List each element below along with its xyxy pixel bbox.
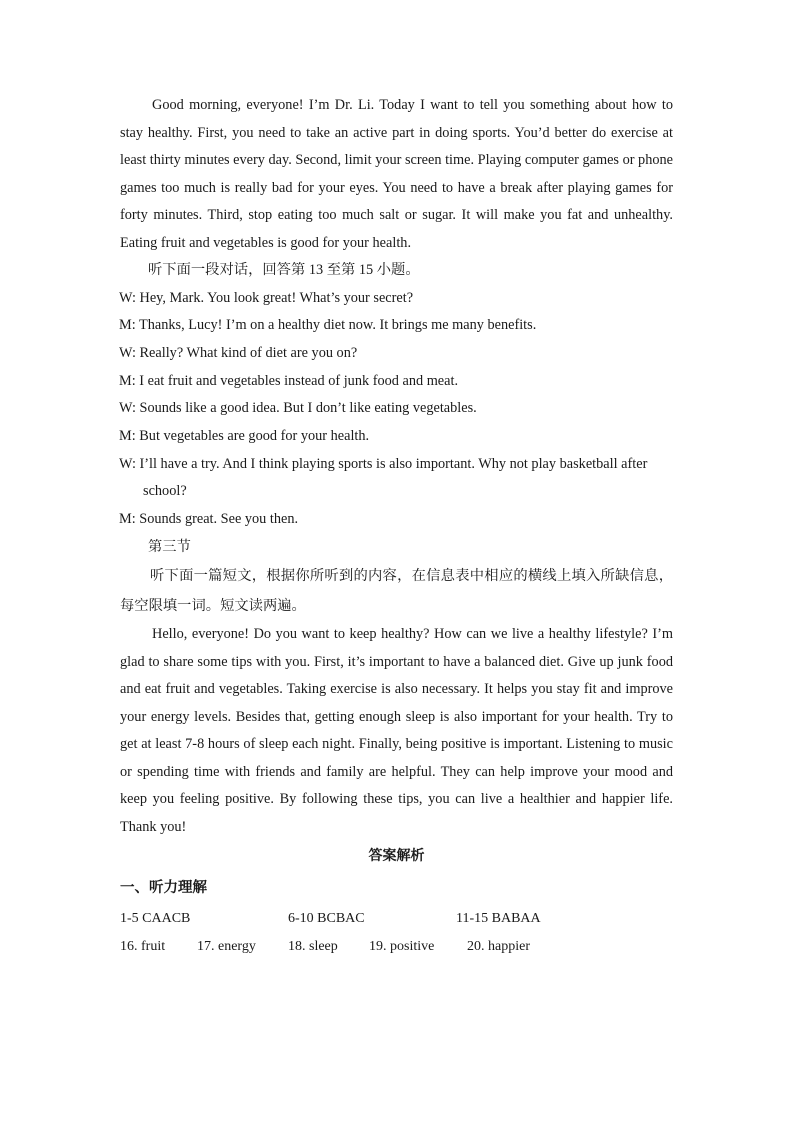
dialog-line: M: But vegetables are good for your health. bbox=[119, 428, 370, 445]
answer-item: 16. fruit bbox=[120, 939, 166, 955]
answer-heading: 答案解析 bbox=[368, 848, 425, 865]
answer-item: 17. energy bbox=[197, 939, 256, 955]
answer-group: 1-5 CAACB bbox=[120, 911, 191, 927]
answer-group: 11-15 BABAA bbox=[456, 911, 541, 927]
section-3-instruction: 听下面一篇短文，根据你所听到的内容，在信息表中相应的横线上填入所缺信息，每空限填一词。短文读两遍。 bbox=[120, 568, 673, 615]
dialog-line: M: Sounds great. See you then. bbox=[119, 511, 299, 528]
dialog-line: W: Sounds like a good idea. But I don’t like eating vegetables. bbox=[119, 400, 477, 417]
dialog-instruction: 听下面一段对话，回答第 13 至第 15 小题。 bbox=[148, 262, 420, 278]
listening-section-heading: 一、听力理解 bbox=[120, 880, 207, 897]
dialog bbox=[119, 285, 672, 534]
answer-item: 18. sleep bbox=[288, 939, 338, 955]
answer-group: 6-10 BCBAC bbox=[288, 911, 365, 927]
answer-item: 19. positive bbox=[369, 939, 435, 955]
dialog-line: W: Hey, Mark. You look great! What’s your secret? bbox=[119, 289, 414, 306]
passage-doctor-li: Good morning, everyone! I’m Dr. Li. Today I want to tell you something about how to stay healthy. First, you need to take an active part in doing sports. You’d better do exercise at least thirty minutes every day. Second, limit your screen time. Playing computer games or phone games too much is really bad for your eyes. You need to have a break after playing games for forty minutes. Third, stop eating too much salt or sugar. It will make you fat and unhealthy. Eating fruit and vegetables is good for your health. bbox=[120, 97, 673, 251]
passage-healthy-lifestyle: Hello, everyone! Do you want to keep healthy? How can we live a healthy lifestyle? I’m glad to share some tips with you. First, it’s important to have a balanced diet. Give up junk food and eat fruit and vegetables. Taking exercise is also necessary. It helps you stay fit and improve your energy levels. Besides that, getting enough sleep is also important for your health. Try to get at least 7-8 hours of sleep each night. Finally, being positive is important. Listening to music or spending time with friends and family are helpful. They can help improve your mood and keep you feeling positive. By following these tips, you can live a healthier and happier life. Thank you! bbox=[120, 626, 673, 835]
answers-row-1 bbox=[120, 905, 673, 933]
answers-row-2 bbox=[120, 933, 673, 961]
dialog-line: W: Really? What kind of diet are you on? bbox=[119, 344, 358, 361]
document-page bbox=[120, 92, 673, 961]
dialog-line: W: I’ll have a try. And I think playing sports is also important. Why not play basketball after school? bbox=[119, 455, 648, 500]
answer-item: 20. happier bbox=[467, 939, 530, 955]
section-3-heading: 第三节 bbox=[148, 538, 191, 555]
dialog-line: M: I eat fruit and vegetables instead of junk food and meat. bbox=[119, 372, 459, 389]
dialog-line: M: Thanks, Lucy! I’m on a healthy diet now. It brings me many benefits. bbox=[119, 317, 537, 334]
